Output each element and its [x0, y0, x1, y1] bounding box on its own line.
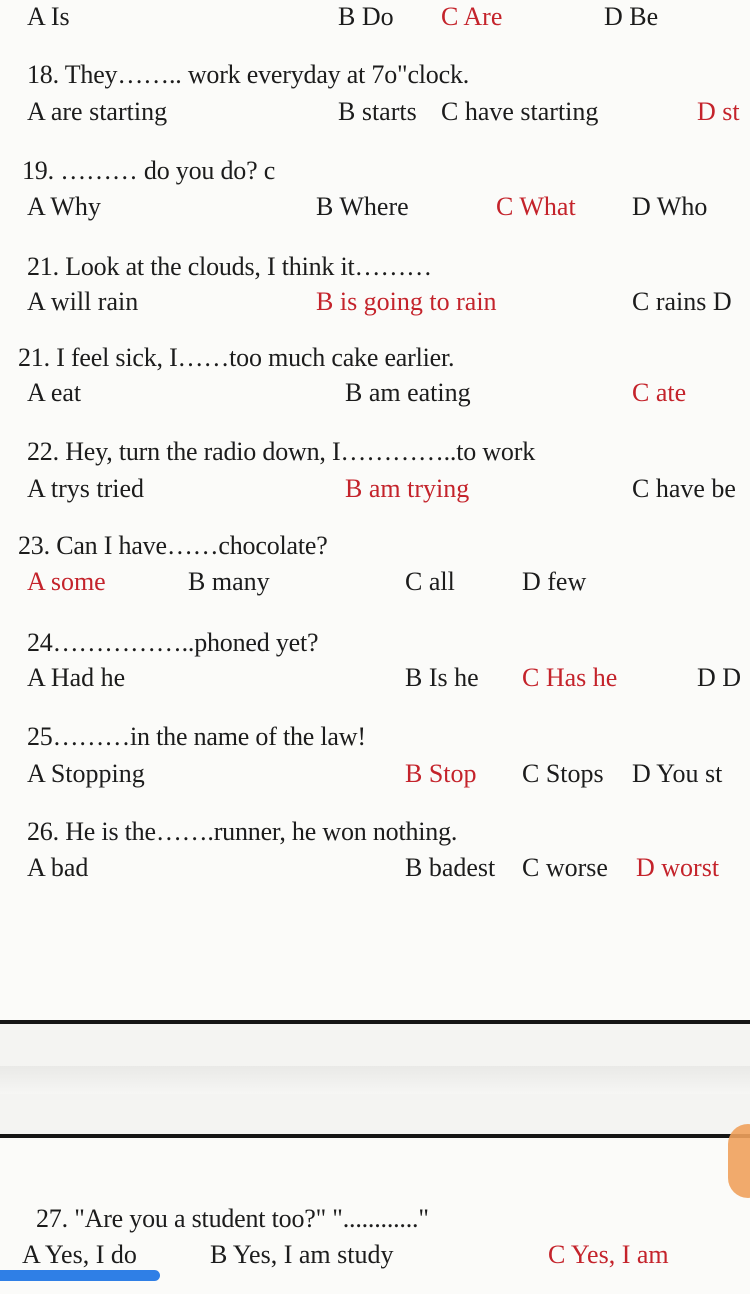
- q22-option-c: C have be: [632, 474, 736, 503]
- q25-question: 25………in the name of the law!: [27, 722, 366, 751]
- video-progress-bar[interactable]: [0, 1270, 160, 1281]
- q24-option-a: A Had he: [27, 663, 126, 692]
- q21b-option-b: B am eating: [345, 378, 471, 407]
- q21b-option-a: A eat: [27, 378, 82, 407]
- q23-option-d: D few: [522, 567, 587, 596]
- q25-option-b-answer: B Stop: [405, 759, 477, 788]
- q22-question: 22. Hey, turn the radio down, I…………..to work: [27, 437, 535, 466]
- q27-option-c-answer: C Yes, I am: [548, 1240, 669, 1269]
- q24-option-c-answer: C Has he: [522, 663, 618, 692]
- q26-option-a: A bad: [27, 853, 89, 882]
- q19-option-b: B Where: [316, 192, 409, 221]
- q23-option-b: B many: [188, 567, 270, 596]
- q25-option-a: A Stopping: [27, 759, 145, 788]
- q27-option-a: A Yes, I do: [22, 1240, 137, 1269]
- q26-option-d-answer: D worst: [636, 853, 720, 882]
- q17-option-d: D Be: [604, 2, 659, 31]
- q19-option-c-answer: C What: [496, 192, 576, 221]
- q21a-option-c: C rains D: [632, 287, 732, 316]
- q26-option-b: B badest: [405, 853, 496, 882]
- q21a-option-a: A will rain: [27, 287, 139, 316]
- q27-question: 27. "Are you a student too?" "............": [36, 1204, 429, 1233]
- q17-option-c-answer: C Are: [441, 2, 503, 31]
- q17-option-b: B Do: [338, 2, 394, 31]
- page-gap: [0, 1066, 750, 1094]
- q24-option-b: B Is he: [405, 663, 479, 692]
- q21a-option-b-answer: B is going to rain: [316, 287, 497, 316]
- q23-question: 23. Can I have……chocolate?: [18, 531, 328, 560]
- q23-option-c: C all: [405, 567, 455, 596]
- q21a-question: 21. Look at the clouds, I think it………: [27, 252, 432, 281]
- q18-option-d-answer: D st: [697, 97, 740, 126]
- q17-option-a: A Is: [27, 2, 70, 31]
- q19-option-a: A Why: [27, 192, 101, 221]
- q25-option-d: D You st: [632, 759, 723, 788]
- floating-button-icon[interactable]: [728, 1124, 750, 1198]
- q18-question: 18. They…….. work everyday at 7o"clock.: [27, 60, 470, 89]
- q18-option-b: B starts: [338, 97, 417, 126]
- q26-option-c: C worse: [522, 853, 608, 882]
- q22-option-b-answer: B am trying: [345, 474, 470, 503]
- q19-option-d: D Who: [632, 192, 708, 221]
- q19-question: 19. ……… do you do? c: [22, 156, 276, 185]
- q21b-question: 21. I feel sick, I……too much cake earlier.: [18, 343, 455, 372]
- q26-question: 26. He is the…….runner, he won nothing.: [27, 817, 458, 846]
- q27-option-b: B Yes, I am study: [210, 1240, 394, 1269]
- q24-question: 24……………..phoned yet?: [27, 628, 319, 657]
- q21b-option-c-answer: C ate: [632, 378, 687, 407]
- q22-option-a: A trys tried: [27, 474, 144, 503]
- q23-option-a-answer: A some: [27, 567, 106, 596]
- q24-option-d: D D: [697, 663, 742, 692]
- q25-option-c: C Stops: [522, 759, 604, 788]
- q18-option-c: C have starting: [441, 97, 599, 126]
- q18-option-a: A are starting: [27, 97, 168, 126]
